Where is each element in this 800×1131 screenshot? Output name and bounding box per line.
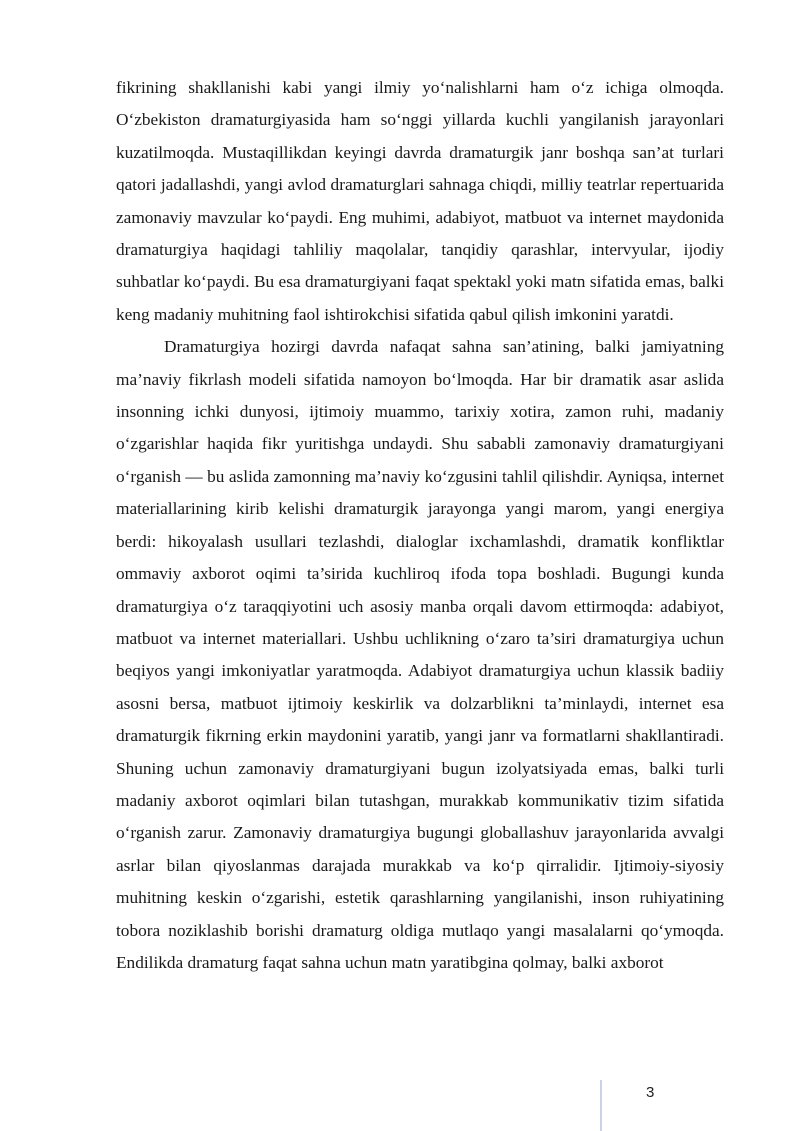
footer-divider xyxy=(600,1080,602,1131)
page-footer xyxy=(600,1080,680,1131)
page-number: 3 xyxy=(646,1084,655,1101)
paragraph: fikrining shakllanishi kabi yangi ilmiy yoʻnalishlarni ham oʻz ichiga olmoqda. Oʻzbekiston dramaturgiyasida ham soʻnggi yillarda kuchli yangilanish jarayonlari kuzatilmoqda. Mustaqillikdan keyingi davrda dramaturgik janr boshqa san’at turlari qatori jadallashdi, yangi avlod dramaturglari sahnaga chiqdi, milliy teatrlar repertuarida zamonaviy mavzular koʻpaydi. Eng muhimi, adabiyot, matbuot va internet maydonida dramaturgiya haqidagi tahliliy maqolalar, tanqidiy qarashlar, intervyular, ijodiy suhbatlar koʻpaydi. Bu esa dramaturgiyani faqat spektakl yoki matn sifatida emas, balki keng madaniy muhitning faol ishtirokchisi sifatida qabul qilish imkonini yaratdi. xyxy=(116,78,724,324)
paragraph: Dramaturgiya hozirgi davrda nafaqat sahna san’atining, balki jamiyatning ma’naviy fikrlash modeli sifatida namoyon boʻlmoqda. Har bir dramatik asar aslida insonning ichki dunyosi, ijtimoiy muammo, tarixiy xotira, zamon ruhi, madaniy oʻzgarishlar haqida fikr yuritishga undaydi. Shu sababli zamonaviy dramaturgiyani oʻrganish — bu aslida zamonning ma’naviy koʻzgusini tahlil qilishdir. Ayniqsa, internet materiallarining kirib kelishi dramaturgik jarayonga yangi marom, yangi energiya berdi: hikoyalash usullari tezlashdi, dialoglar ixchamlashdi, dramatik konfliktlar ommaviy axborot oqimi ta’sirida kuchliroq ifoda topa boshladi. Bugungi kunda dramaturgiya oʻz taraqqiyotini uch asosiy manba orqali davom ettirmoqda: adabiyot, matbuot va internet materiallari. Ushbu uchlikning oʻzaro ta’siri dramaturgiya uchun beqiyos yangi imkoniyatlar yaratmoqda. Adabiyot dramaturgiya uchun klassik badiiy asosni bersa, matbuot ijtimoiy keskirlik va dolzarblikni ta’minlaydi, internet esa dramaturgik fikrning erkin maydonini yaratib, yangi janr va formatlarni shakllantiradi. Shuning uchun zamonaviy dramaturgiyani bugun izolyatsiyada emas, balki turli madaniy axborot oqimlari bilan tutashgan, murakkab kommunikativ tizim sifatida oʻrganish zarur. Zamonaviy dramaturgiya bugungi globallashuv jarayonlarida avvalgi asrlar bilan qiyoslanmas darajada murakkab va koʻp qirralidir. Ijtimoiy-siyosiy muhitning keskin oʻzgarishi, estetik qarashlarning yangilanishi, inson ruhiyatining tobora noziklashib borishi dramaturg oldiga mutlaqo yangi masalalarni qoʻymoqda. Endilikda dramaturg faqat sahna uchun matn yaratibgina qolmay, balki axborot xyxy=(116,337,724,972)
document-body xyxy=(116,72,724,979)
